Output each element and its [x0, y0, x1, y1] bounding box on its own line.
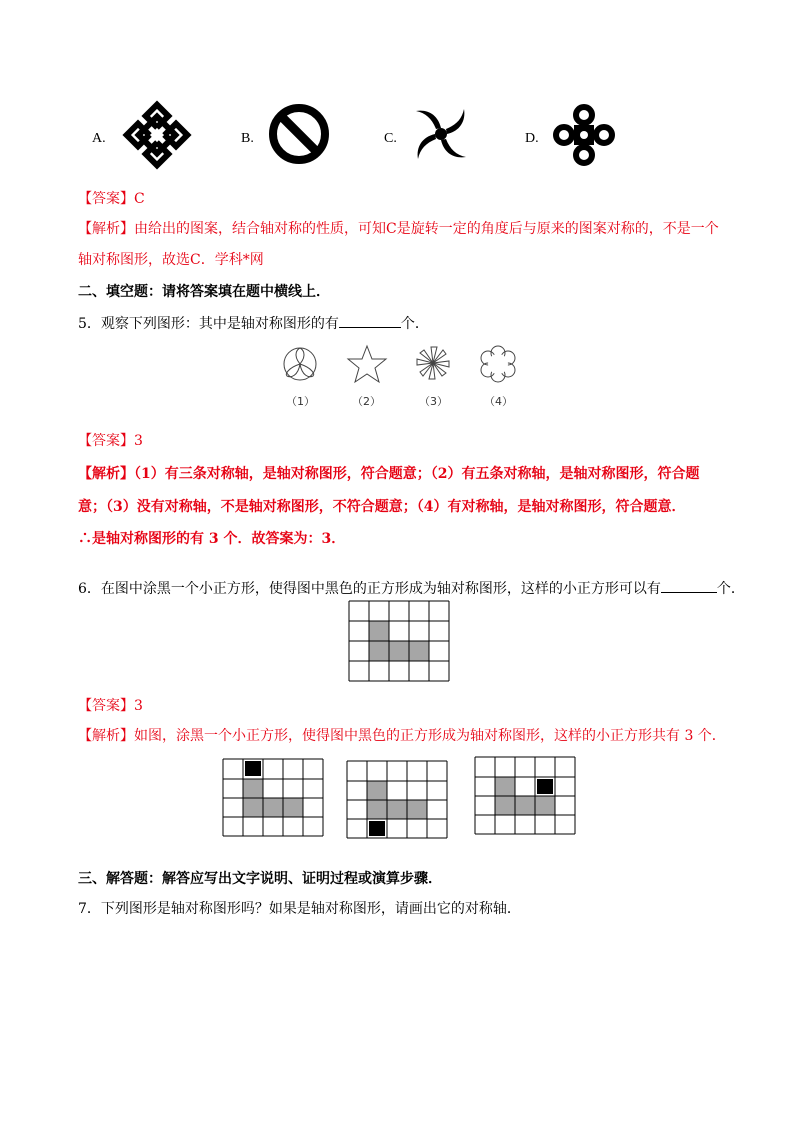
analysis-text: 如图，涂黑一个小正方形，使得图中黑色的正方形成为轴对称图形，这样的小正方形共有 3 个．	[134, 728, 726, 744]
q5-figure-2-star	[346, 344, 388, 384]
q6-solution-grid-3	[474, 756, 576, 836]
q5-analysis-line1: 【解析】（1）有三条对称轴，是轴对称图形，符合题意；（2）有五条对称轴，是轴对称图形，符合题	[78, 466, 700, 482]
answer-value: 3	[134, 433, 143, 449]
section2-title: 二、填空题：请将答案填在题中横线上．	[78, 284, 330, 300]
option-c-label: C.	[384, 131, 397, 146]
analysis-tag: 【解析】	[78, 728, 134, 744]
q4-analysis-line1	[78, 220, 719, 238]
q6-suffix: 个．	[716, 581, 745, 597]
q5-question	[78, 313, 429, 333]
option-c-swirl-figure	[410, 103, 472, 165]
q5-label-3: （3）	[419, 395, 448, 408]
option-b-label: B.	[241, 131, 254, 146]
q5-figure-4-flower	[478, 344, 518, 384]
option-b-no-sign-figure	[268, 103, 330, 165]
q5-analysis-line2: 意；（3）没有对称轴，不是轴对称图形，不符合题意；（4）有对称轴，是轴对称图形，符合题意．	[78, 499, 686, 515]
option-a-label: A.	[92, 131, 106, 146]
section3-title: 三、解答题：解答应写出文字说明、证明过程或演算步骤．	[78, 871, 442, 887]
q5-answer	[78, 432, 143, 450]
q5-prefix: 5．观察下列图形：其中是轴对称图形的有	[78, 316, 339, 332]
answer-value: C	[134, 191, 145, 207]
answer-tag: 【答案】	[78, 191, 134, 207]
q5-analysis-line3: ∴是轴对称图形的有 3 个．故答案为：3．	[78, 531, 346, 547]
q5-answer-blank[interactable]	[339, 313, 401, 328]
q4-answer	[78, 190, 145, 208]
q5-label-1: （1）	[286, 395, 315, 408]
q5-figure-1-circle-trefoil	[282, 346, 318, 382]
analysis-tag: 【解析】	[78, 221, 134, 237]
q6-question	[78, 578, 745, 598]
q5-label-4: （4）	[484, 395, 513, 408]
q5-label-2: （2）	[352, 395, 381, 408]
q6-solution-grid-1	[222, 758, 324, 838]
q7-question: 7．下列图形是轴对称图形吗？如果是轴对称图形，请画出它的对称轴．	[78, 901, 521, 917]
q5-suffix: 个．	[400, 316, 429, 332]
q6-analysis	[78, 727, 726, 745]
q4-options	[0, 95, 800, 175]
q6-prefix: 6．在图中涂黑一个小正方形，使得图中黑色的正方形成为轴对称图形，这样的小正方形可以有	[78, 581, 661, 597]
q6-main-grid	[348, 600, 454, 682]
option-a-knot-figure	[122, 100, 192, 170]
option-d-four-rings-figure	[552, 103, 616, 167]
answer-value: 3	[134, 698, 143, 714]
analysis-text: 由给出的图案，结合轴对称的性质，可知C是旋转一定的角度后与原来的图案对称的，不是一个	[134, 221, 719, 237]
q6-solution-grid-2	[346, 760, 448, 840]
answer-tag: 【答案】	[78, 433, 134, 449]
q5-figure-3-pinwheel	[414, 344, 452, 382]
answer-tag: 【答案】	[78, 698, 134, 714]
q6-answer-blank[interactable]	[661, 578, 717, 593]
option-d-label: D.	[525, 131, 539, 146]
q6-answer	[78, 697, 143, 715]
q4-analysis-line2: 轴对称图形，故选C．学科*网	[78, 252, 264, 268]
